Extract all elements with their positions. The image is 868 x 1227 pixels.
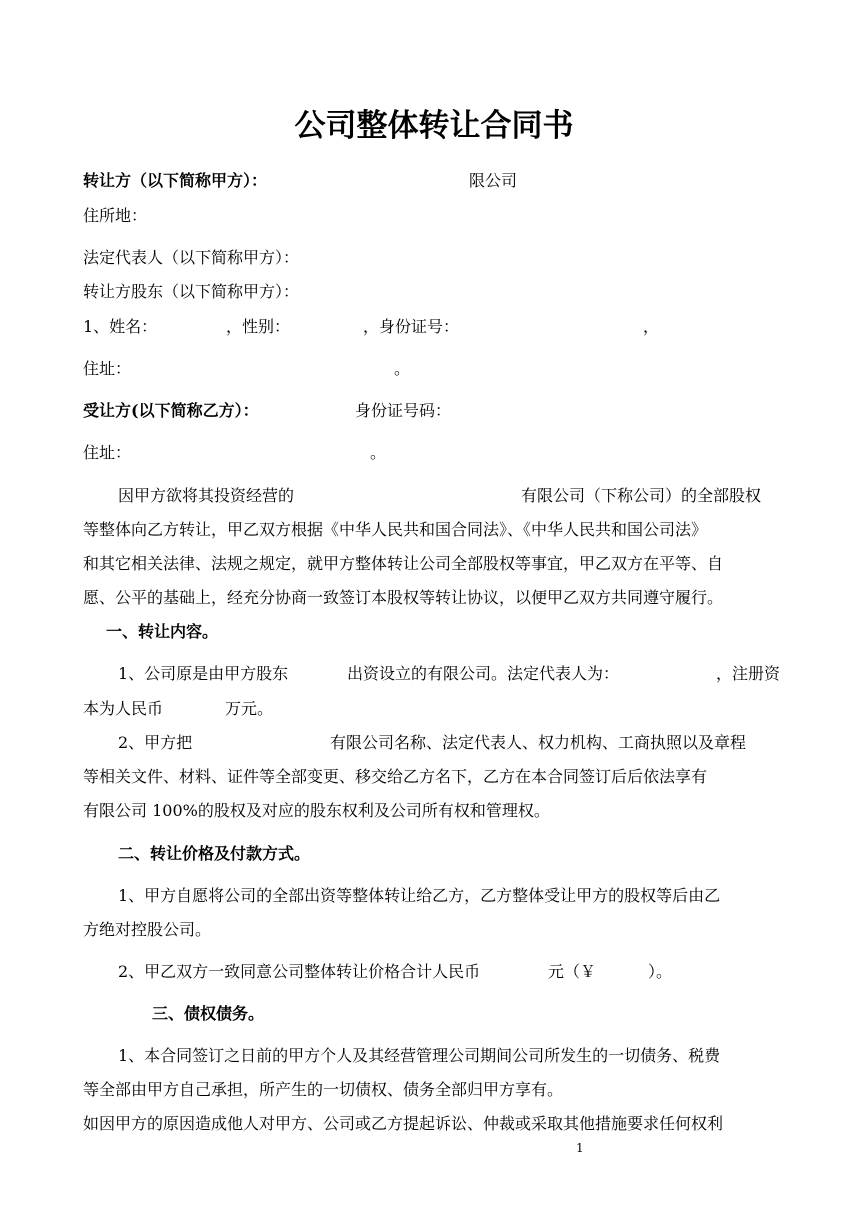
section3-item1-line2: 等全部由甲方自己承担，所产生的一切债权、债务全部归甲方享有。: [83, 1080, 564, 1099]
page-number: 1: [576, 1141, 584, 1155]
section1-heading: 一、转让内容。: [106, 622, 219, 641]
section3-item1-line3: 如因甲方的原因造成他人对甲方、公司或乙方提起诉讼、仲裁或采取其他措施要求任何权利: [83, 1114, 724, 1133]
shareholder-address-end: 。: [394, 359, 411, 378]
intro-line2: 等整体向乙方转让，甲乙双方根据《中华人民共和国合同法》、《中华人民共和国公司法》: [83, 520, 708, 539]
intro-line1-b: 有限公司（下称公司）的全部股权: [521, 486, 762, 505]
section2-item2-b: 元（￥: [548, 962, 597, 981]
party-a-label: 转让方（以下简称甲方）：: [83, 171, 268, 190]
section3-item1-line1: 1、本合同签订之日前的甲方个人及其经营管理公司期间公司所发生的一切债务、税费: [118, 1046, 721, 1065]
section2-item1-line1: 1、甲方自愿将公司的全部出资等整体转让给乙方，乙方整体受让甲方的股权等后由乙: [118, 886, 721, 905]
shareholder-name-label: 1、姓名：: [83, 317, 158, 336]
section1-item2-line2: 等相关文件、材料、证件等全部变更、移交给乙方名下，乙方在本合同签订后后依法享有: [83, 767, 708, 786]
party-b-address-end: 。: [370, 443, 387, 462]
shareholder-gender-label: ，性别：: [226, 317, 291, 336]
section1-item1-b: 出资设立的有限公司。法定代表人为：: [347, 664, 620, 683]
section2-item2-c: ）。: [648, 962, 673, 981]
section1-item1-line2-b: 万元。: [225, 699, 274, 718]
section1-item1-c: ，注册资: [716, 664, 781, 683]
party-a-residence-label: 住所地：: [83, 206, 148, 225]
section2-item2-a: 2、甲乙双方一致同意公司整体转让价格合计人民币: [118, 962, 481, 981]
shareholder-id-label: ，身份证号：: [363, 317, 460, 336]
party-b-id-label: 身份证号码：: [355, 401, 452, 420]
section1-item2-b: 有限公司名称、法定代表人、权力机构、工商执照以及章程: [330, 733, 747, 752]
section1-item1-a: 1、公司原是由甲方股东: [118, 664, 289, 683]
shareholder-address-label: 住址：: [83, 359, 132, 378]
intro-line3: 和其它相关法律、法规之规定，就甲方整体转让公司全部股权等事宜，甲乙双方在平等、自: [83, 554, 724, 573]
intro-line1-a: 因甲方欲将其投资经营的: [118, 486, 295, 505]
section2-heading: 二、转让价格及付款方式。: [118, 844, 311, 863]
section1-item2-a: 2、甲方把: [118, 733, 193, 752]
section2-item1-line2: 方绝对控股公司。: [83, 920, 212, 939]
party-a-shareholder-label: 转让方股东（以下简称甲方）：: [83, 282, 300, 301]
document-title: 公司整体转让合同书: [294, 108, 574, 144]
party-a-legal-rep-label: 法定代表人（以下简称甲方）：: [83, 248, 300, 267]
section3-heading: 三、债权债务。: [152, 1004, 265, 1023]
section1-item2-line3: 有限公司 100%的股权及对应的股东权利及公司所有权和管理权。: [83, 801, 550, 820]
party-a-company-suffix: 限公司: [469, 171, 518, 190]
intro-line4: 愿、公平的基础上，经充分协商一致签订本股权等转让协议，以便甲乙双方共同遵守履行。: [83, 588, 724, 607]
shareholder-trailing-comma: ，: [643, 317, 660, 336]
section1-item1-line2-a: 本为人民币: [83, 699, 164, 718]
party-b-label: 受让方(以下简称乙方）：: [83, 401, 259, 420]
party-b-address-label: 住址：: [83, 443, 132, 462]
